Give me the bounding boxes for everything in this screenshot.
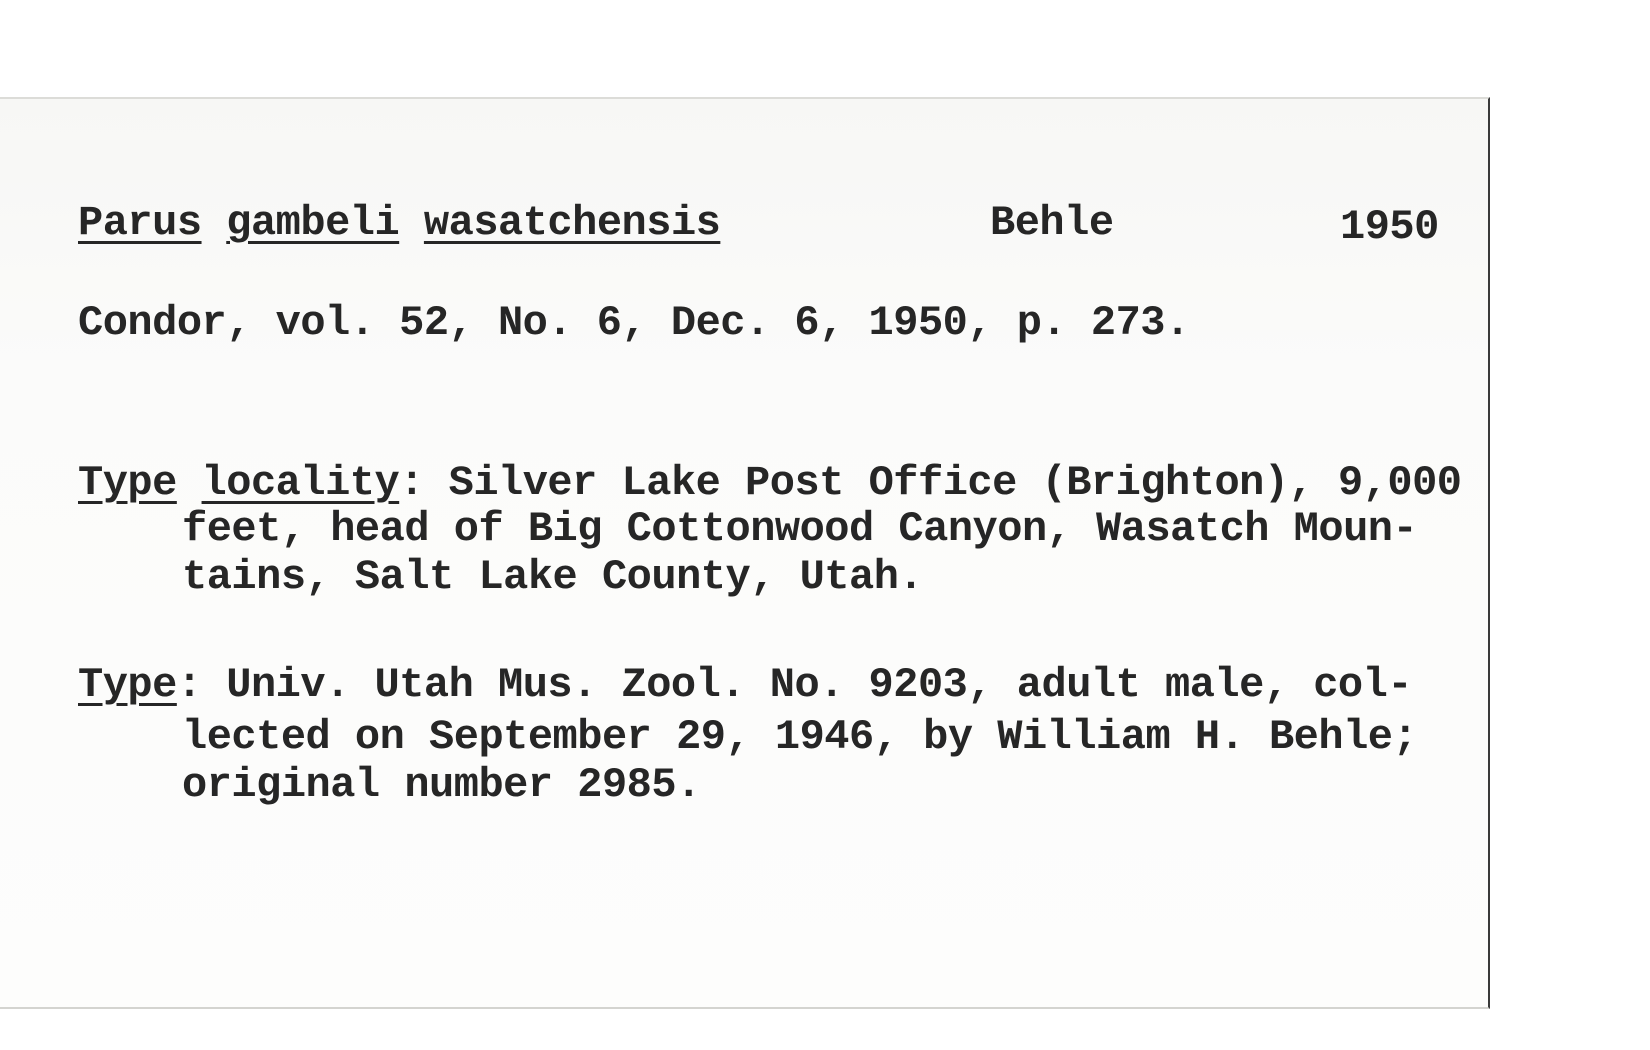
type-locality-colon: : — [399, 459, 424, 507]
type-label: Type — [78, 661, 177, 709]
type-line-3: original number 2985. — [182, 761, 701, 809]
citation: Condor, vol. 52, No. 6, Dec. 6, 1950, p. 273. — [78, 299, 1190, 347]
type-line-1 — [78, 659, 1412, 711]
subspecies-name: wasatchensis — [423, 199, 721, 247]
scientific-name — [78, 197, 720, 249]
author-name: Behle — [990, 199, 1114, 247]
type-locality-label-word1: Type — [78, 459, 177, 507]
type-locality-line-2: feet, head of Big Cottonwood Canyon, Wasatch Moun- — [182, 505, 1418, 553]
type-locality-label-word2: locality — [201, 459, 400, 507]
genus-name: Parus — [78, 199, 202, 247]
type-locality-line-1 — [78, 457, 1461, 509]
type-text-1: Univ. Utah Mus. Zool. No. 9203, adult male, col- — [201, 661, 1413, 709]
type-locality-text-1: Silver Lake Post Office (Brighton), 9,000 — [423, 459, 1462, 507]
type-locality-line-3: tains, Salt Lake County, Utah. — [182, 553, 924, 601]
publication-year: 1950 — [1340, 203, 1439, 251]
type-colon: : — [176, 661, 202, 709]
species-name: gambeli — [226, 199, 400, 247]
index-card — [0, 97, 1490, 1009]
type-line-2: lected on September 29, 1946, by William H. Behle; — [182, 713, 1418, 761]
